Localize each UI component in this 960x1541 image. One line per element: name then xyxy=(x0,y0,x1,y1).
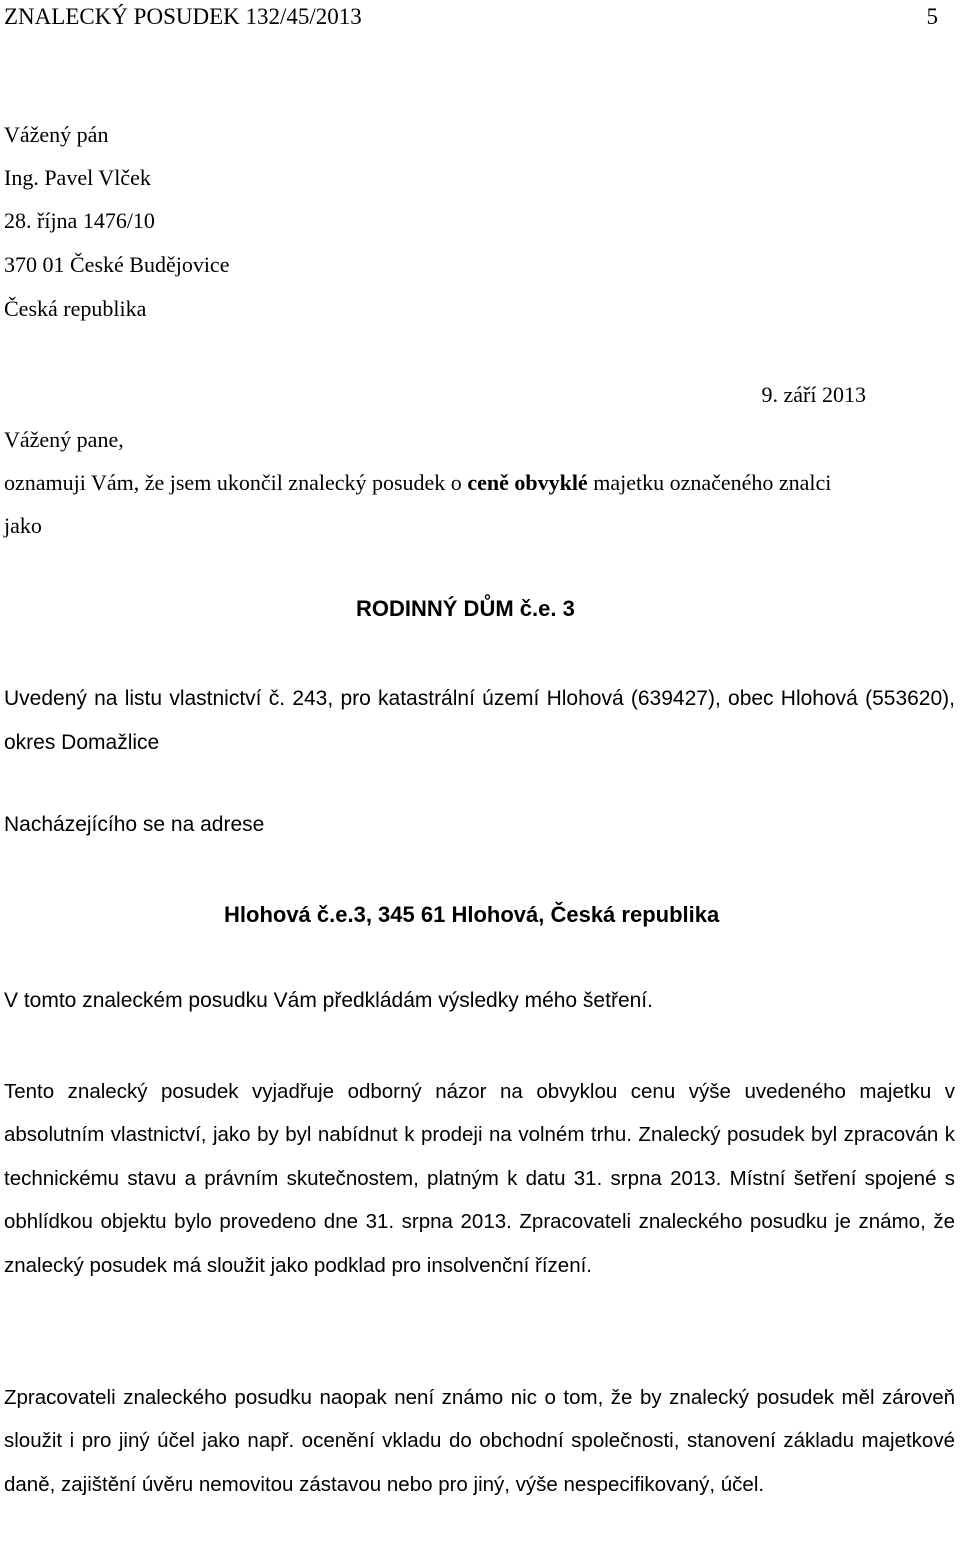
recipient-street: 28. října 1476/10 xyxy=(4,208,155,233)
recipient-salutation: Vážený pán xyxy=(4,122,109,147)
letter-intro-last-line: jako xyxy=(4,513,42,538)
letter-intro xyxy=(4,461,955,505)
paragraph-other-use: Zpracovateli znaleckého posudku naopak není známo nic o tom, že by znalecký posudek měl zároveň sloužit i pro jiný účel jako např. ocenění vkladu do obchodní společnosti, stanovení základu majetkové daně, zajištění úvěru nemovitou zástavou nebo pro jiný, výše nespecifikovaný, účel. xyxy=(4,1386,955,1496)
letter-date: 9. září 2013 xyxy=(761,382,866,407)
intro-text-before: oznamuji Vám, že jsem ukončil znalecký posudek o xyxy=(4,470,468,495)
recipient-name: Ing. Pavel Vlček xyxy=(4,165,151,190)
page-number: 5 xyxy=(926,4,938,29)
document-header-title: ZNALECKÝ POSUDEK 132/45/2013 xyxy=(4,4,362,29)
recipient-country: Česká republika xyxy=(4,296,147,321)
located-label: Nacházejícího se na adrese xyxy=(4,813,265,836)
intro-text-bold: ceně obvyklé xyxy=(467,470,588,495)
letter-greeting: Vážený pane, xyxy=(4,427,124,452)
ownership-paragraph: Uvedený na listu vlastnictví č. 243, pro katastrální území Hlohová (639427), obec Hlohová (553620), okres Domažlice xyxy=(4,687,955,754)
intro-text-after: majetku označeného znalci xyxy=(587,470,832,495)
property-address: Hlohová č.e.3, 345 61 Hlohová, Česká republika xyxy=(224,902,720,927)
paragraph-purpose: Tento znalecký posudek vyjadřuje odborný názor na obvyklou cenu výše uvedeného majetku v absolutním vlastnictví, jako by byl nabídnut k prodeji na volném trhu. Znalecký posudek byl zpracován k technickému stavu a právním skutečnostem, platným k datu 31. srpna 2013. Místní šetření spojené s obhlídkou objektu bylo provedeno dne 31. srpna 2013. Zpracovateli znaleckého posudku je známo, že znalecký posudek má sloužit jako podklad pro insolvenční řízení. xyxy=(4,1080,955,1277)
recipient-city: 370 01 České Budějovice xyxy=(4,252,230,277)
results-line: V tomto znaleckém posudku Vám předkládám výsledky mého šetření. xyxy=(4,989,653,1012)
property-title: RODINNÝ DŮM č.e. 3 xyxy=(356,596,575,621)
